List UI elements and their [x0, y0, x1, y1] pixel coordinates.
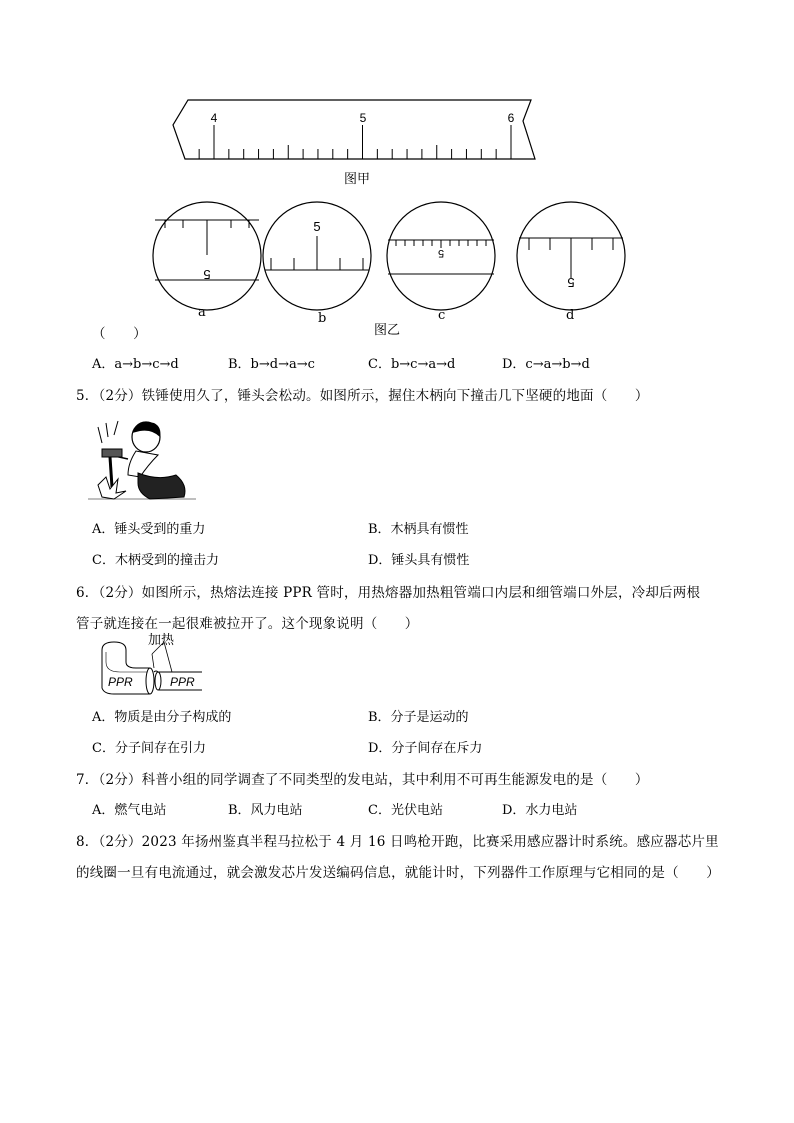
view-b-number: 5	[313, 219, 321, 234]
q5-option-a: A．锤头受到的重力	[92, 522, 206, 537]
ruler-number-6: 6	[507, 111, 515, 125]
q4-answer-blank: （ ）	[92, 326, 147, 342]
q5-option-d: D．锤头具有惯性	[368, 553, 470, 568]
figure-yi-caption: 图乙	[374, 323, 401, 338]
q4-option-d: D．c→a→b→d	[502, 357, 590, 372]
q6-stem-line2: 管子就连接在一起很难被拉开了。这个现象说明（ ）	[76, 616, 419, 632]
view-d	[517, 202, 625, 310]
view-c-number: 5	[437, 247, 445, 259]
view-a-number: 5	[203, 267, 211, 282]
q4-option-b: B．b→d→a→c	[228, 357, 315, 372]
q8-stem-line2: 的线圈一旦有电流通过，就会激发芯片发送编码信息，就能计时，下列器件工作原理与它相同的是（ ）	[76, 865, 720, 881]
q5-option-c: C．木柄受到的撞击力	[92, 553, 219, 568]
view-b	[263, 202, 371, 310]
view-d-number: 5	[567, 275, 575, 290]
view-a	[153, 202, 261, 310]
magnified-views-figure	[145, 198, 630, 328]
q6-stem-line1: 6．（2分）如图所示，热熔法连接 PPR 管时，用热熔器加热粗管端口内层和细管端口外层，冷却后两根	[76, 585, 701, 601]
q6-option-c: C．分子间存在引力	[92, 741, 206, 756]
q7-option-d: D．水力电站	[502, 803, 578, 818]
q4-option-a: A．a→b→c→d	[92, 357, 179, 372]
view-d-label: d	[566, 308, 575, 323]
q6-option-d: D．分子间存在斥力	[368, 741, 483, 756]
view-a-label: a	[198, 305, 206, 320]
q6-option-a: A．物质是由分子构成的	[92, 710, 232, 725]
q6-pipe-left-label: PPR	[108, 675, 133, 689]
q6-heat-label: 加热	[148, 632, 175, 647]
q7-option-c: C．光伏电站	[368, 803, 443, 818]
view-c-label: c	[438, 308, 446, 323]
q7-option-b: B．风力电站	[228, 803, 303, 818]
q5-option-b: B．木柄具有惯性	[368, 522, 469, 537]
view-c	[387, 202, 495, 310]
q5-hammer-illustration	[88, 415, 198, 505]
q6-ppr-pipe-figure	[92, 632, 212, 700]
q5-stem: 5．（2分）铁锤使用久了，锤头会松动。如图所示，握住木柄向下撞击几下坚硬的地面（ ）	[76, 388, 649, 404]
q7-option-a: A．燃气电站	[92, 803, 167, 818]
q8-stem-line1: 8．（2分）2023 年扬州鉴真半程马拉松于 4 月 16 日鸣枪开跑，比赛采用感应器计时系统。感应器芯片里	[76, 834, 719, 850]
ruler-number-4: 4	[210, 111, 218, 125]
q6-option-b: B．分子是运动的	[368, 710, 469, 725]
ruler-number-5: 5	[359, 111, 367, 125]
ruler-body	[173, 100, 535, 159]
q7-stem: 7．（2分）科普小组的同学调查了不同类型的发电站，其中利用不可再生能源发电的是（ ）	[76, 772, 649, 788]
q4-option-c: C．b→c→a→d	[368, 357, 456, 372]
q6-pipe-right-label: PPR	[170, 675, 195, 689]
figure-jia-caption: 图甲	[344, 172, 371, 187]
view-b-label: b	[318, 311, 327, 326]
